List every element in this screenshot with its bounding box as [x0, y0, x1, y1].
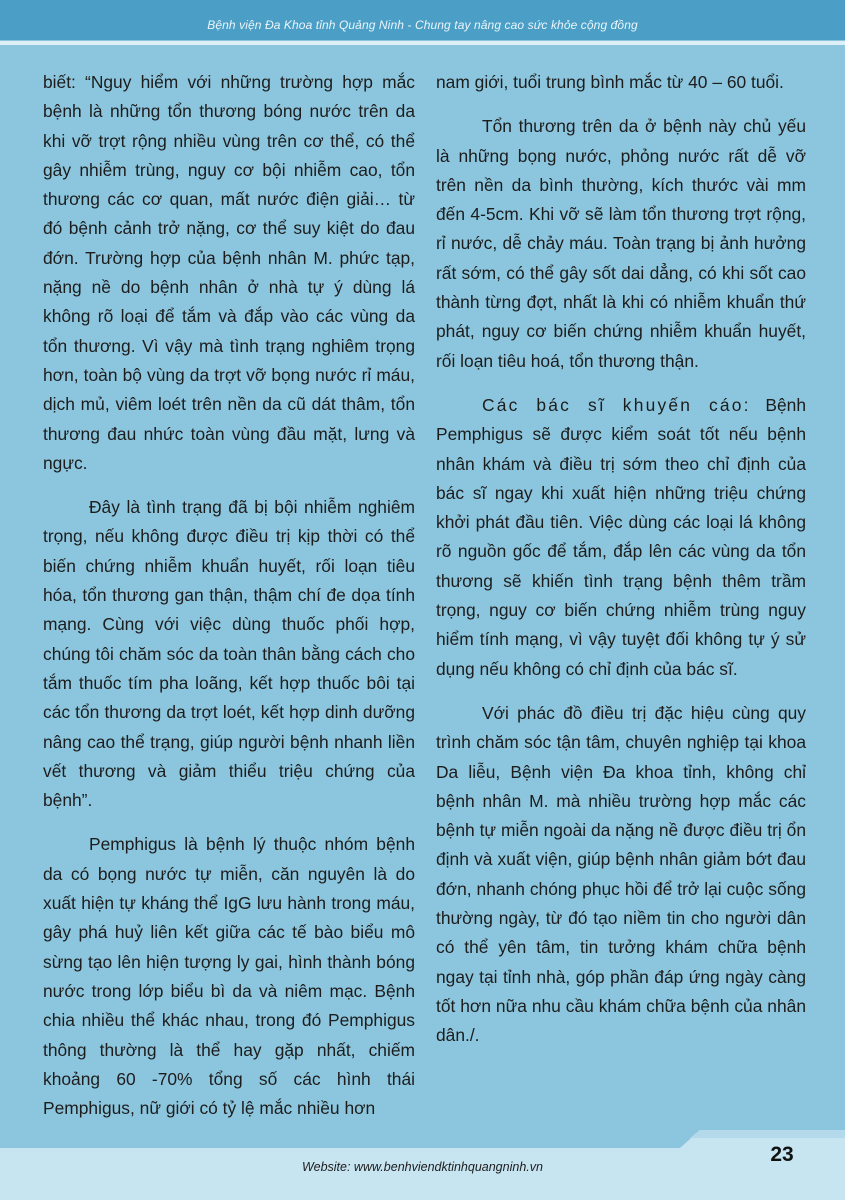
header-divider — [0, 41, 845, 45]
paragraph-pemphigus-definition: Pemphigus là bệnh lý thuộc nhóm bệnh da có bọng nước tự miễn, căn nguyên là do xuất hiện tự kháng thể IgG lưu hành trong máu, gây phá huỷ liên kết giữa các tế bào biểu mô sừng tạo lên hiện tượng ly gai, hình thành bóng nước trong lớp biểu bì da và niêm mạc. Bệnh chia nhiều thể khác nhau, trong đó Pemphigus thông thường là thể hay gặp nhất, chiếm khoảng 60 -70% tổng số các hình thái Pemphigus, nữ giới có tỷ lệ mắc nhiều hơn — [43, 834, 415, 1119]
paragraph-quote-continuation: biết: “Nguy hiểm với những trường hợp mắc bệnh là những tổn thương bóng nước trên da khi vỡ trợt rộng nhiều vùng trên cơ thể, có thể gây nhiễm trùng, nguy cơ bội nhiễm cao, tổn thương các cơ quan, mất nước điện giải… từ đó bệnh cảnh trở nặng, cơ thể suy kiệt do đau đớn. Trường hợp của bệnh nhân M. phức tạp, nặng nề do bệnh nhân ở nhà tự ý dùng lá không rõ loại để tắm và đắp vào các vùng da tổn thương. Vì vậy mà tình trạng nghiêm trọng hơn, toàn bộ vùng da trợt vỡ bọng nước rỉ máu, dịch mủ, viêm loét trên nền da cũ dát thâm, tổn thương đau nhức toàn vùng đầu mặt, lưng và ngực. — [43, 72, 415, 473]
paragraph-age-range: nam giới, tuổi trung bình mắc từ 40 – 60 tuổi. — [436, 72, 784, 92]
right-column — [436, 68, 806, 1051]
doctor-advice-lead: Các bác sĩ khuyến cáo: — [482, 394, 751, 415]
paragraph-skin-lesions: Tổn thương trên da ở bệnh này chủ yếu là những bọng nước, phỏng nước rất dễ vỡ trên nền da bình thường, kích thước vài mm đến 4-5cm. Khi vỡ sẽ làm tổn thương trợt rộng, rỉ nước, dễ chảy máu. Toàn trạng bị ảnh hưởng rất sớm, có thể gây sốt dai dẳng, có khi sốt cao thành từng đợt, nhất là khi có nhiễm khuẩn thứ phát, nguy cơ biến chứng nhiễm khuẩn huyết, rối loạn tiêu hoá, tổn thương thận. — [436, 116, 806, 371]
doctor-advice-body: Bệnh Pemphigus sẽ được kiểm soát tốt nếu bệnh nhân khám và điều trị sớm theo chỉ định của bác sĩ ngay khi xuất hiện những triệu chứng khởi phát đầu tiên. Việc dùng các loại lá không rõ nguồn gốc để tắm, đắp lên các vùng da tổn thương sẽ khiến tình trạng bệnh thêm trầm trọng, nguy cơ biến chứng nhiễm trùng nguy hiểm tính mạng, vì vậy tuyệt đối không tự ý sử dụng nếu không có chỉ định của bác sĩ. — [436, 394, 806, 679]
page-number: 23 — [770, 1143, 794, 1166]
paragraph-doctor-advice — [436, 391, 806, 684]
left-column — [43, 68, 415, 1123]
paragraph-treatment-outcome: Với phác đồ điều trị đặc hiệu cùng quy trình chăm sóc tận tâm, chuyên nghiệp tại khoa Da liễu, Bệnh viện Đa khoa tỉnh, không chỉ bệnh nhân M. mà nhiều trường hợp mắc các bệnh tự miễn ngoài da nặng nề được điều trị ổn định và xuất viện, giúp bệnh nhân giảm bớt đau đớn, nhanh chóng phục hồi để trở lại cuộc sống thường ngày, từ đó tạo niềm tin cho người dân có thể yên tâm, tin tưởng khám chữa bệnh ngay tại tỉnh nhà, góp phần đáp ứng ngày càng tốt hơn nữa nhu cầu khám chữa bệnh của nhân dân./. — [436, 702, 806, 1046]
running-header: Bệnh viện Đa Khoa tỉnh Quảng Ninh - Chung tay nâng cao sức khỏe cộng đồng — [207, 18, 638, 32]
footer-website: Website: www.benhviendktinhquangninh.vn — [302, 1160, 543, 1174]
paragraph-complications: Đây là tình trạng đã bị bội nhiễm nghiêm trọng, nếu không được điều trị kịp thời có thể biến chứng nhiễm khuẩn huyết, rối loạn tiêu hóa, tổn thương gan thận, thậm chí đe dọa tính mạng. Cùng với việc dùng thuốc phối hợp, chúng tôi chăm sóc da toàn thân bằng cách cho tắm thuốc tím pha loãng, kết hợp thuốc bôi tại các tổn thương da trợt loét, kết hợp dinh dưỡng nâng cao thể trạng, giúp người bệnh nhanh liền vết thương và giảm thiểu triệu chứng của bệnh”. — [43, 497, 415, 811]
